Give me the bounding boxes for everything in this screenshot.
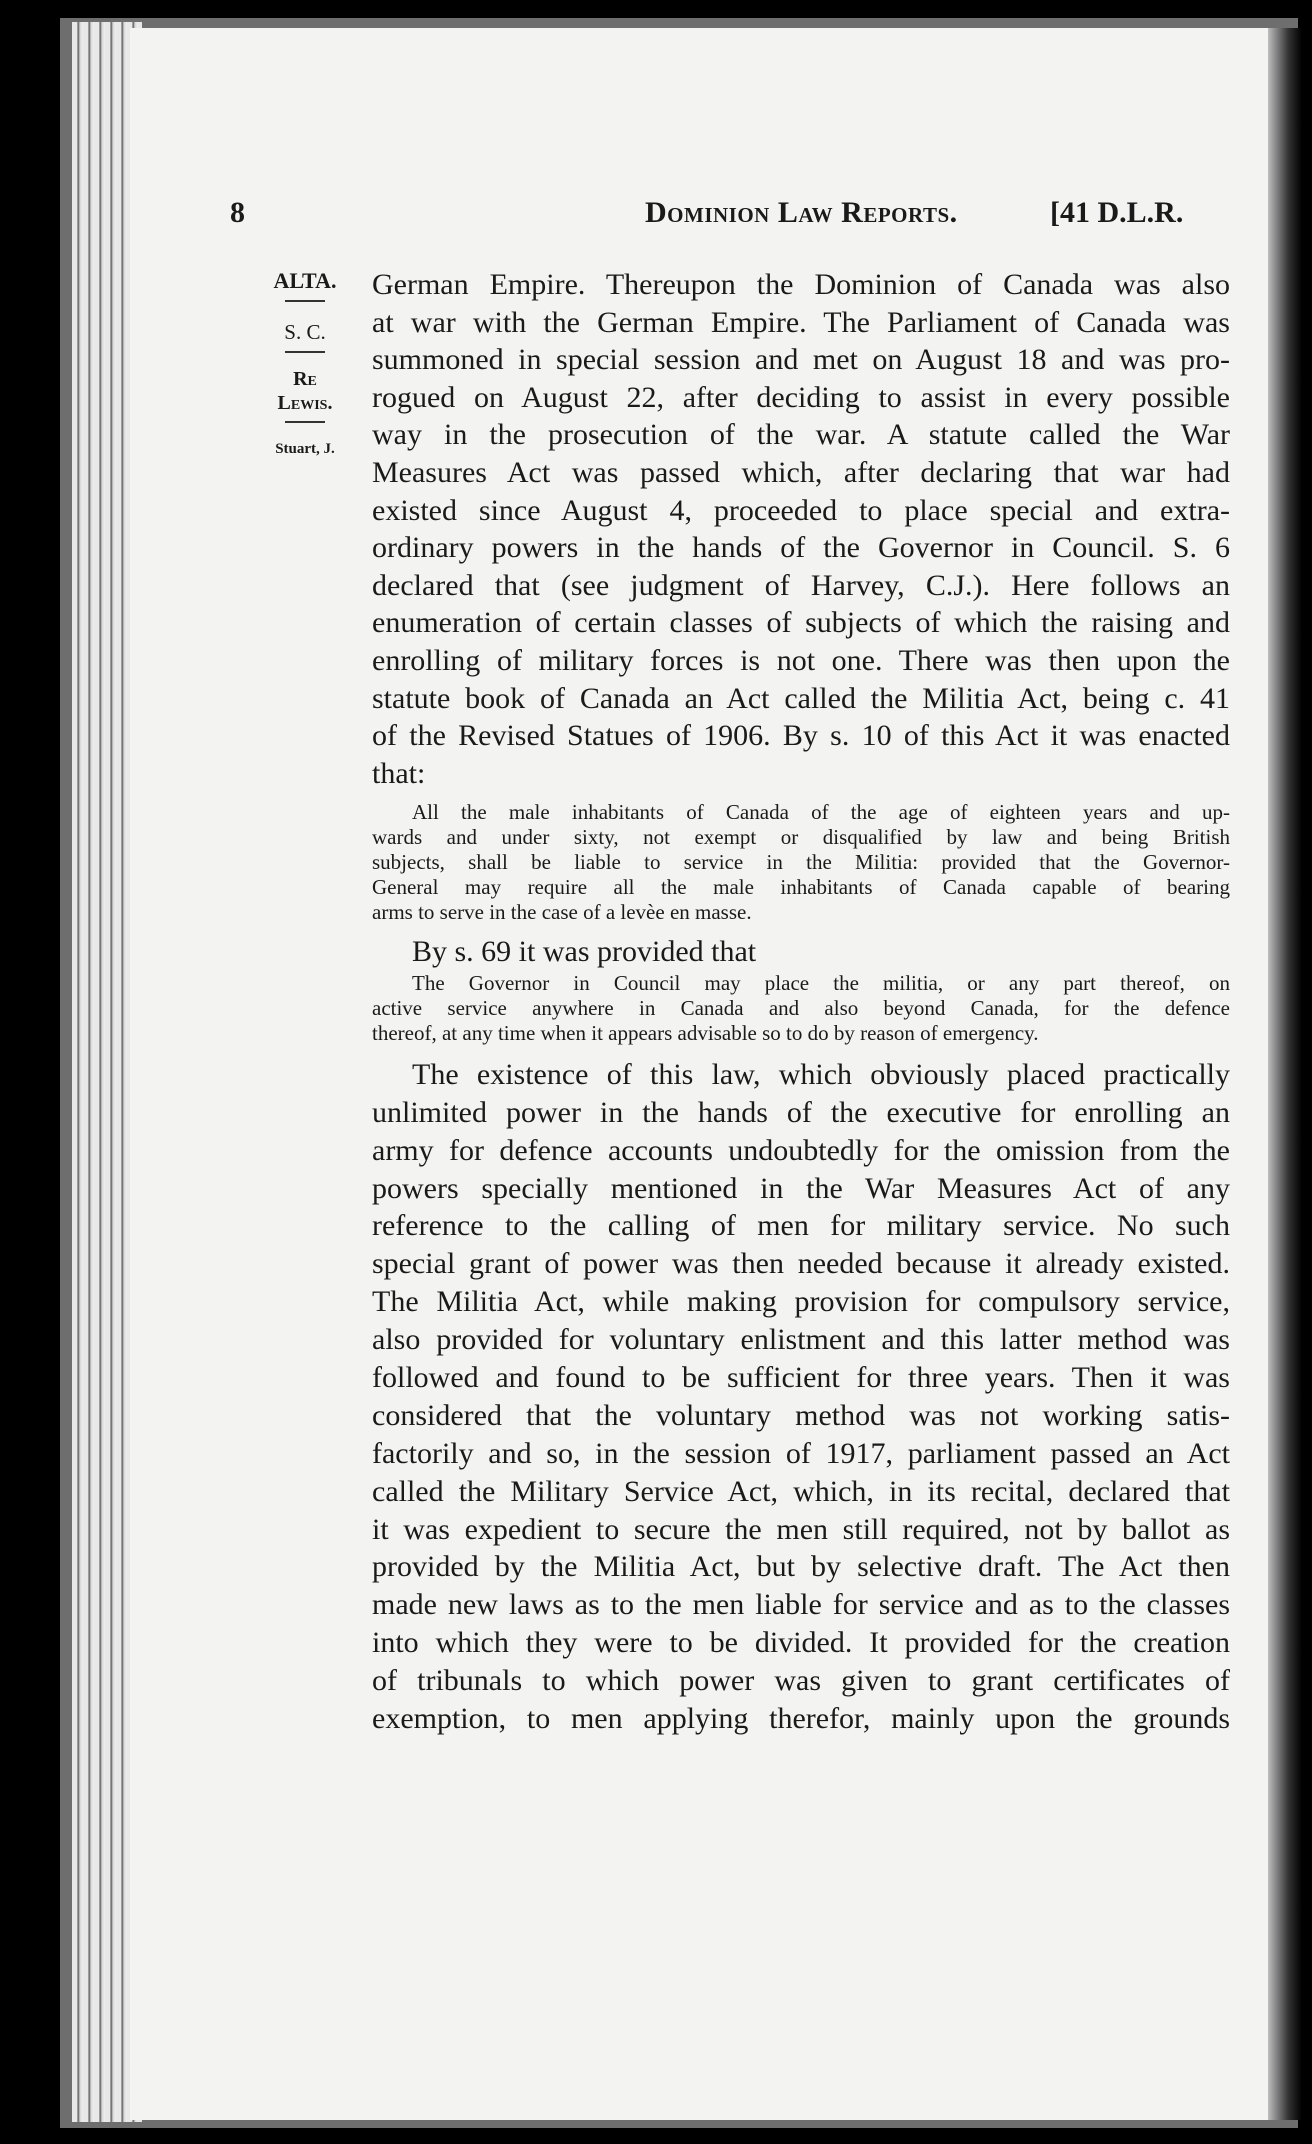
margin-judge: Stuart, J. bbox=[275, 441, 335, 457]
statute-quote-2 bbox=[372, 971, 1230, 1046]
text-line: ordinary powers in the hands of the Governor in Council. S. 6 bbox=[372, 531, 1230, 565]
text-line: of tribunals to which power was given to grant certificates of bbox=[372, 1664, 1230, 1698]
quote-line: The Governor in Council may place the militia, or any part thereof, on bbox=[412, 970, 1230, 995]
text-line: reference to the calling of men for military service. No such bbox=[372, 1209, 1230, 1243]
margin-case-line-1: Re bbox=[293, 368, 317, 390]
quote-line: General may require all the male inhabitants of Canada capable of bearing bbox=[372, 875, 1230, 900]
text-line: special grant of power was then needed because it already existed. bbox=[372, 1247, 1230, 1281]
margin-case-line-2: Lewis. bbox=[277, 392, 333, 414]
text-line: provided by the Militia Act, but by selective draft. The Act then bbox=[372, 1550, 1230, 1584]
text-line: summoned in special session and met on August 18 and was pro- bbox=[372, 343, 1230, 377]
text-line: enumeration of certain classes of subjects of which the raising and bbox=[372, 606, 1230, 640]
statute-quote-1 bbox=[372, 800, 1230, 925]
text-line: rogued on August 22, after deciding to assist in every possible bbox=[372, 380, 1230, 414]
text-line: declared that (see judgment of Harvey, C.J.). Here follows an bbox=[372, 568, 1230, 602]
quote-line: wards and under sixty, not exempt or disqualified by law and being British bbox=[372, 825, 1230, 850]
text-line: unlimited power in the hands of the executive for enrolling an bbox=[372, 1095, 1230, 1129]
quote-introduction: By s. 69 it was provided that bbox=[412, 935, 757, 969]
text-line: that: bbox=[372, 756, 426, 790]
text-line: into which they were to be divided. It provided for the creation bbox=[372, 1626, 1230, 1660]
quote-line: thereof, at any time when it appears advisable so to do by reason of emergency. bbox=[372, 1020, 1039, 1045]
volume-reference: [41 D.L.R. bbox=[1050, 196, 1184, 229]
quote-line: arms to serve in the case of a levèe en masse. bbox=[372, 900, 752, 925]
text-line: army for defence accounts undoubtedly for the omission from the bbox=[372, 1133, 1230, 1167]
margin-court: S. C. bbox=[284, 320, 326, 344]
page-shadow bbox=[1268, 28, 1302, 2120]
margin-rule bbox=[285, 421, 325, 423]
text-line: it was expedient to secure the men still required, not by ballot as bbox=[372, 1512, 1230, 1546]
text-line: factorily and so, in the session of 1917, parliament passed an Act bbox=[372, 1436, 1230, 1470]
margin-case-name bbox=[256, 367, 354, 415]
margin-province: ALTA. bbox=[273, 268, 337, 293]
margin-notes bbox=[256, 268, 354, 458]
running-title: Dominion Law Reports. bbox=[645, 196, 958, 229]
margin-rule bbox=[285, 351, 325, 353]
text-line: also provided for voluntary enlistment and this latter method was bbox=[372, 1323, 1230, 1357]
text-line: followed and found to be sufficient for three years. Then it was bbox=[372, 1361, 1230, 1395]
text-line: considered that the voluntary method was not working satis- bbox=[372, 1398, 1230, 1432]
text-line: statute book of Canada an Act called the Militia Act, being c. 41 bbox=[372, 681, 1230, 715]
text-line: enrolling of military forces is not one. There was then upon the bbox=[372, 643, 1230, 677]
text-line: powers specially mentioned in the War Measures Act of any bbox=[372, 1171, 1230, 1205]
paragraph-1 bbox=[372, 266, 1230, 792]
text-line: way in the prosecution of the war. A statute called the War bbox=[372, 418, 1230, 452]
running-header bbox=[230, 196, 1240, 246]
text-line: German Empire. Thereupon the Dominion of Canada was also bbox=[372, 268, 1230, 301]
page-number: 8 bbox=[230, 196, 245, 229]
text-line: exemption, to men applying therefor, mainly upon the grounds bbox=[372, 1702, 1230, 1736]
text-line: made new laws as to the men liable for service and as to the classes bbox=[372, 1588, 1230, 1622]
margin-rule bbox=[285, 300, 325, 302]
text-line: existed since August 4, proceeded to place special and extra- bbox=[372, 493, 1230, 527]
text-line: The Militia Act, while making provision for compulsory service, bbox=[372, 1285, 1230, 1319]
text-line: at war with the German Empire. The Parliament of Canada was bbox=[372, 305, 1230, 339]
text-line: of the Revised Statues of 1906. By s. 10 of this Act it was enacted bbox=[372, 719, 1230, 753]
quote-line: subjects, shall be liable to service in the Militia: provided that the Governor- bbox=[372, 850, 1230, 875]
text-line: called the Military Service Act, which, in its recital, declared that bbox=[372, 1474, 1230, 1508]
quote-line: active service anywhere in Canada and also beyond Canada, for the defence bbox=[372, 995, 1230, 1020]
main-text bbox=[372, 266, 1230, 1738]
text-line: The existence of this law, which obviously placed practically bbox=[412, 1057, 1230, 1091]
text-line: Measures Act was passed which, after declaring that war had bbox=[372, 455, 1230, 489]
paragraph-2 bbox=[372, 1056, 1230, 1738]
quote-line: All the male inhabitants of Canada of the age of eighteen years and up- bbox=[412, 800, 1230, 825]
